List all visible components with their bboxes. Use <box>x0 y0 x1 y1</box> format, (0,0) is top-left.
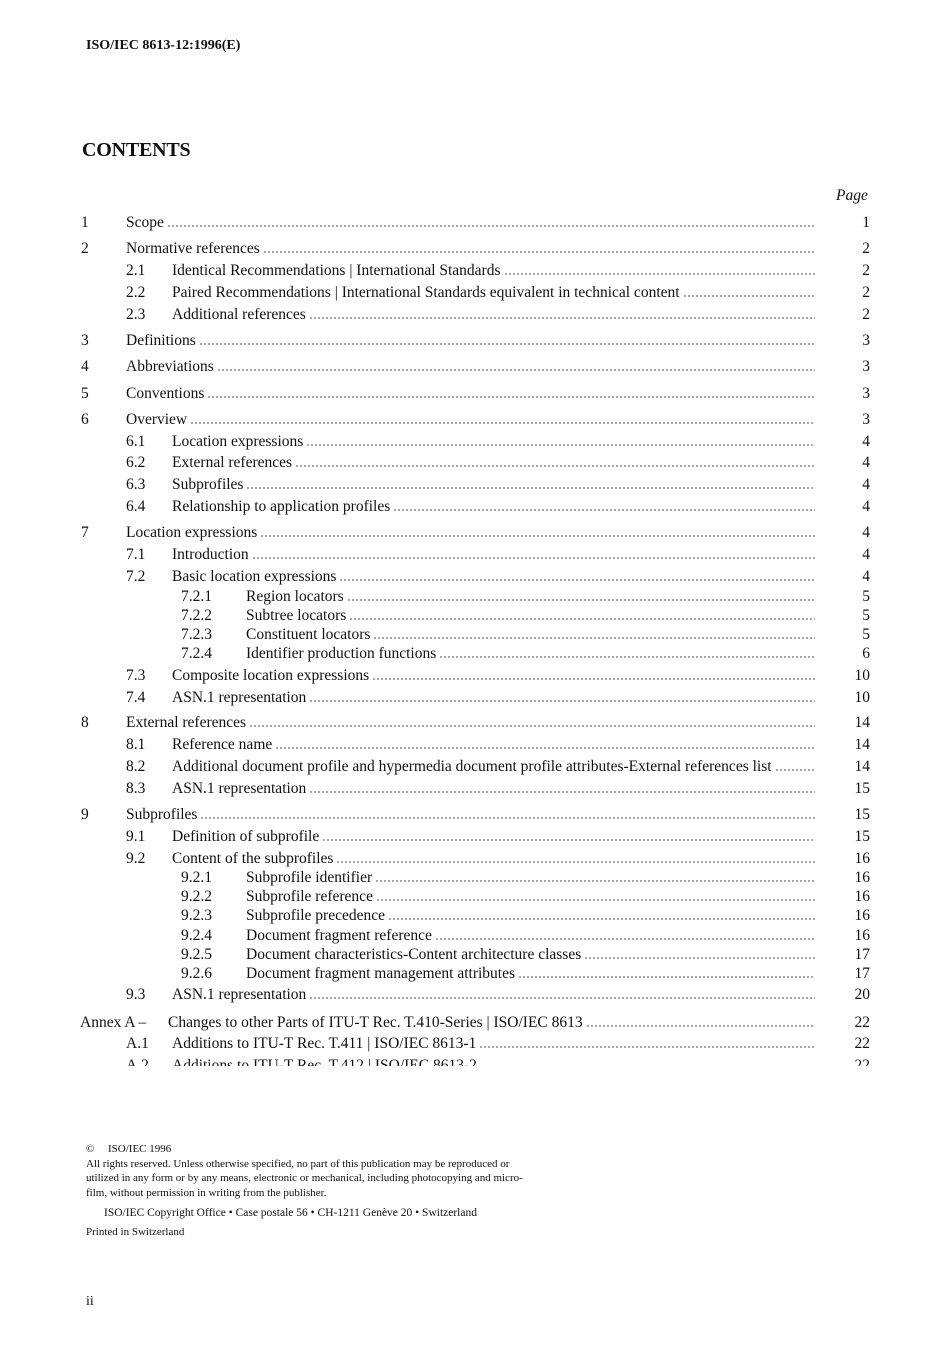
toc-entry-title: Constituent locators <box>246 626 371 643</box>
rights-line: film, without permission in writing from the publisher. <box>86 1186 327 1199</box>
toc-entry-page: 17 <box>854 946 870 963</box>
page-column-label: Page <box>836 187 868 204</box>
toc-entry-number: 7.2.1 <box>181 588 212 605</box>
dot-leader <box>249 725 815 727</box>
toc-entry-number: 7 <box>81 524 89 541</box>
toc-entry-title: Relationship to application profiles <box>172 498 391 515</box>
toc-entry-number: A.1 <box>126 1035 149 1052</box>
toc-entry-number: 2 <box>81 240 89 257</box>
dot-leader <box>309 317 815 319</box>
toc-entry[interactable] <box>0 849 950 869</box>
toc-entry[interactable] <box>0 410 950 430</box>
toc-entry-title: Additional references <box>172 306 306 323</box>
toc-entry[interactable] <box>0 587 950 607</box>
toc-entry-page: 17 <box>854 965 870 982</box>
toc-entry[interactable] <box>0 887 950 907</box>
dot-leader <box>439 656 815 658</box>
toc-entry[interactable] <box>0 357 950 377</box>
toc-entry-page: 4 <box>862 476 870 493</box>
toc-entry-title: ASN.1 representation <box>172 780 307 797</box>
dot-leader <box>207 396 815 398</box>
toc-entry-number: 7.3 <box>126 667 146 684</box>
dot-leader <box>584 957 815 959</box>
toc-entry-page: 5 <box>862 607 870 624</box>
toc-entry-title: Subprofiles <box>172 476 244 493</box>
dot-leader <box>504 273 815 275</box>
toc-entry-page: 14 <box>854 736 870 753</box>
toc-entry-number: 9.2 <box>126 850 146 867</box>
toc-entry-title: Overview <box>126 411 188 428</box>
toc-entry-number: 9.3 <box>126 986 146 1003</box>
toc-entry-page: 22 <box>854 1035 870 1052</box>
toc-entry-page: 3 <box>862 385 870 402</box>
dot-leader <box>376 899 815 901</box>
toc-entry-page: 15 <box>854 780 870 797</box>
toc-entry[interactable] <box>0 805 950 825</box>
toc-entry-page: 4 <box>862 454 870 471</box>
dot-leader <box>479 1046 815 1048</box>
toc-entry-page: 5 <box>862 588 870 605</box>
dot-leader <box>322 839 815 841</box>
toc-entry[interactable] <box>0 713 950 733</box>
toc-entry-title: External references <box>172 454 293 471</box>
toc-entry-title: ASN.1 representation <box>172 689 307 706</box>
toc-entry-page: 14 <box>854 758 870 775</box>
printed-location: Printed in Switzerland <box>86 1225 185 1238</box>
dot-leader <box>275 747 815 749</box>
toc-entry[interactable] <box>0 868 950 888</box>
toc-entry-title: Changes to other Parts of ITU-T Rec. T.410-Series | ISO/IEC 8613 <box>168 1014 583 1031</box>
toc-entry-page: 2 <box>862 262 870 279</box>
toc-entry-title: Location expressions <box>126 524 258 541</box>
toc-entry-title: Subprofile identifier <box>246 869 373 886</box>
toc-entry-title: Composite location expressions <box>172 667 370 684</box>
toc-entry-page: 14 <box>854 714 870 731</box>
toc-entry-page: 1 <box>862 214 870 231</box>
toc-entry-page: 16 <box>854 888 870 905</box>
toc-entry[interactable] <box>0 432 950 452</box>
page-title: CONTENTS <box>82 139 191 161</box>
dot-leader <box>339 579 815 581</box>
toc-entry[interactable] <box>0 567 950 587</box>
dot-leader <box>190 422 815 424</box>
toc-entry-title: Normative references <box>126 240 260 257</box>
toc-entry[interactable] <box>0 305 950 325</box>
dot-leader <box>295 465 815 467</box>
dot-leader <box>336 861 815 863</box>
toc-entry-number: 9.2.6 <box>181 965 212 982</box>
toc-entry[interactable] <box>0 644 950 664</box>
toc-entry-number: 6.2 <box>126 454 146 471</box>
toc-entry[interactable] <box>0 1013 950 1033</box>
dot-leader <box>347 599 815 601</box>
toc-entry-page: 4 <box>862 568 870 585</box>
toc-entry-number: 2.3 <box>126 306 146 323</box>
dot-leader <box>167 225 815 227</box>
toc-entry[interactable] <box>0 261 950 281</box>
toc-entry-title: Subtree locators <box>246 607 347 624</box>
toc-entry-title: Additions to ITU-T Rec. T.411 | ISO/IEC 8613-1 <box>172 1035 477 1052</box>
dot-leader <box>263 251 815 253</box>
dot-leader <box>349 618 815 620</box>
dot-leader <box>309 700 815 702</box>
toc-entry-title: Definitions <box>126 332 196 349</box>
toc-entry-number: 9.2.1 <box>181 869 212 886</box>
toc-entry-number: 9.1 <box>126 828 146 845</box>
toc-entry-title: Scope <box>126 214 164 231</box>
toc-entry-number: 3 <box>81 332 89 349</box>
toc-entry[interactable] <box>0 906 950 926</box>
toc-entry-number: 5 <box>81 385 89 402</box>
toc-entry-title: Subprofiles <box>126 806 198 823</box>
toc-entry[interactable] <box>0 827 950 847</box>
dot-leader <box>309 997 815 999</box>
toc-entry-page: 20 <box>854 986 870 1003</box>
toc-entry-title: Subprofile precedence <box>246 907 386 924</box>
toc-entry[interactable] <box>0 384 950 404</box>
toc-entry[interactable] <box>0 926 950 946</box>
toc-entry-number: 9 <box>81 806 89 823</box>
toc-entry-title: External references <box>126 714 247 731</box>
toc-entry[interactable] <box>0 283 950 303</box>
toc-entry[interactable] <box>0 985 950 1005</box>
dot-leader <box>260 535 815 537</box>
toc-entry-title: Conventions <box>126 385 205 402</box>
toc-entry-number: 2.1 <box>126 262 146 279</box>
toc-entry-title: Reference name <box>172 736 273 753</box>
toc-entry-page: 16 <box>854 927 870 944</box>
toc-entry-title: Content of the subprofiles <box>172 850 334 867</box>
toc-entry-title: Identical Recommendations | International Standards <box>172 262 501 279</box>
toc-entry-page: 3 <box>862 411 870 428</box>
toc-entry-number: 6.3 <box>126 476 146 493</box>
toc-entry-number: 6.4 <box>126 498 146 515</box>
toc-entry-title: ASN.1 representation <box>172 986 307 1003</box>
toc-entry-number: 8.3 <box>126 780 146 797</box>
toc-entry-page: 2 <box>862 240 870 257</box>
toc-entry-number: 7.2 <box>126 568 146 585</box>
toc-entry[interactable] <box>0 964 950 984</box>
dot-leader <box>199 343 815 345</box>
toc-entry-number: 9.2.2 <box>181 888 212 905</box>
copyright-holder: ISO/IEC 1996 <box>108 1143 172 1155</box>
toc-entry[interactable] <box>0 523 950 543</box>
copyright-notice <box>86 1142 646 1239</box>
toc-entry[interactable] <box>0 945 950 965</box>
dot-leader <box>246 487 815 489</box>
toc-entry-page: 3 <box>862 332 870 349</box>
toc-entry-title: Abbreviations <box>126 358 214 375</box>
toc-entry[interactable] <box>0 475 950 495</box>
toc-entry[interactable] <box>0 453 950 473</box>
dot-leader <box>252 557 815 559</box>
toc-entry-title: Introduction <box>172 546 249 563</box>
toc-entry-number: 8.1 <box>126 736 146 753</box>
toc-entry[interactable] <box>0 545 950 565</box>
dot-leader <box>435 938 815 940</box>
toc-entry-page: 2 <box>862 284 870 301</box>
toc-entry-page: 10 <box>854 689 870 706</box>
toc-entry-page: 2 <box>862 306 870 323</box>
toc-entry-page: 22 <box>854 1014 870 1031</box>
toc-entry-number: 9.2.5 <box>181 946 212 963</box>
toc-entry-title: Paired Recommendations | International Standards equivalent in technical content <box>172 284 680 301</box>
toc-entry-page: 4 <box>862 546 870 563</box>
rights-line: All rights reserved. Unless otherwise specified, no part of this publication may be reproduced or <box>86 1157 510 1170</box>
dot-leader <box>388 918 815 920</box>
toc-entry-number: 1 <box>81 214 89 231</box>
dot-leader <box>775 769 815 771</box>
toc-entry[interactable] <box>0 779 950 799</box>
toc-entry-title: Basic location expressions <box>172 568 337 585</box>
toc-entry-page: 5 <box>862 626 870 643</box>
toc-entry[interactable] <box>0 666 950 686</box>
toc-entry-number: 8 <box>81 714 89 731</box>
toc-entry-title: Document characteristics-Content architecture classes <box>246 946 582 963</box>
toc-entry-title: Location expressions <box>172 433 304 450</box>
toc-entry[interactable] <box>0 625 950 645</box>
toc-entry-number: 7.4 <box>126 689 146 706</box>
toc-entry-number: 7.2.3 <box>181 626 212 643</box>
toc-entry-number: 6 <box>81 411 89 428</box>
toc-entry-page: 15 <box>854 828 870 845</box>
document-id-header: ISO/IEC 8613-12:1996(E) <box>86 38 241 53</box>
dot-leader <box>309 791 815 793</box>
dot-leader <box>683 295 815 297</box>
toc-entry-number: 4 <box>81 358 89 375</box>
toc-entry-number: 7.2.4 <box>181 645 212 662</box>
toc-entry[interactable] <box>0 606 950 626</box>
toc-entry[interactable] <box>0 497 950 517</box>
dot-leader <box>393 509 815 511</box>
dot-leader <box>518 976 815 978</box>
toc-entry-title: Region locators <box>246 588 344 605</box>
toc-entry-title: Additional document profile and hypermedia document profile attributes-External references list <box>172 758 772 775</box>
toc-entry-number: Annex A – <box>80 1014 147 1031</box>
toc-entry-page: 4 <box>862 524 870 541</box>
toc-entry-page: 16 <box>854 869 870 886</box>
toc-entry-number: 8.2 <box>126 758 146 775</box>
toc-entry[interactable] <box>0 757 950 777</box>
toc-entry-number: 9.2.3 <box>181 907 212 924</box>
toc-entry-number: 7.1 <box>126 546 146 563</box>
toc-entry[interactable] <box>0 331 950 351</box>
toc-entry[interactable] <box>0 735 950 755</box>
toc-entry-page: 10 <box>854 667 870 684</box>
toc-entry-title: Document fragment management attributes <box>246 965 516 982</box>
toc-entry-number: 7.2.2 <box>181 607 212 624</box>
toc-entry[interactable] <box>0 688 950 708</box>
toc-entry-page: 4 <box>862 498 870 515</box>
toc-entry-number: 9.2.4 <box>181 927 212 944</box>
toc-entry-title: Identifier production functions <box>246 645 437 662</box>
dot-leader <box>306 444 815 446</box>
dot-leader <box>217 369 815 371</box>
copyright-office-address: ISO/IEC Copyright Office • Case postale 56 • CH-1211 Genève 20 • Switzerland <box>104 1207 477 1219</box>
toc-entry-number: 2.2 <box>126 284 146 301</box>
toc-entry-page: 16 <box>854 907 870 924</box>
toc-entry-title: Definition of subprofile <box>172 828 320 845</box>
page-cut-mask <box>0 1066 950 1086</box>
toc-entry-page: 16 <box>854 850 870 867</box>
dot-leader <box>200 817 815 819</box>
dot-leader <box>373 637 815 639</box>
copyright-symbol: © <box>86 1143 95 1155</box>
dot-leader <box>372 678 815 680</box>
toc-entry-title: Document fragment reference <box>246 927 432 944</box>
dot-leader <box>586 1025 815 1027</box>
toc-entry[interactable] <box>0 239 950 259</box>
toc-entry-title: Subprofile reference <box>246 888 373 905</box>
toc-entry-page: 15 <box>854 806 870 823</box>
toc-entry-number: 6.1 <box>126 433 146 450</box>
toc-entry-page: 6 <box>862 645 870 662</box>
rights-line: utilized in any form or by any means, electronic or mechanical, including photocopying and micro- <box>86 1172 523 1184</box>
toc-entry-page: 4 <box>862 433 870 450</box>
page-number: ii <box>86 1294 94 1309</box>
toc-entry-page: 3 <box>862 358 870 375</box>
dot-leader <box>375 880 815 882</box>
toc-entry[interactable] <box>0 1034 950 1054</box>
toc-entry[interactable] <box>0 213 950 233</box>
